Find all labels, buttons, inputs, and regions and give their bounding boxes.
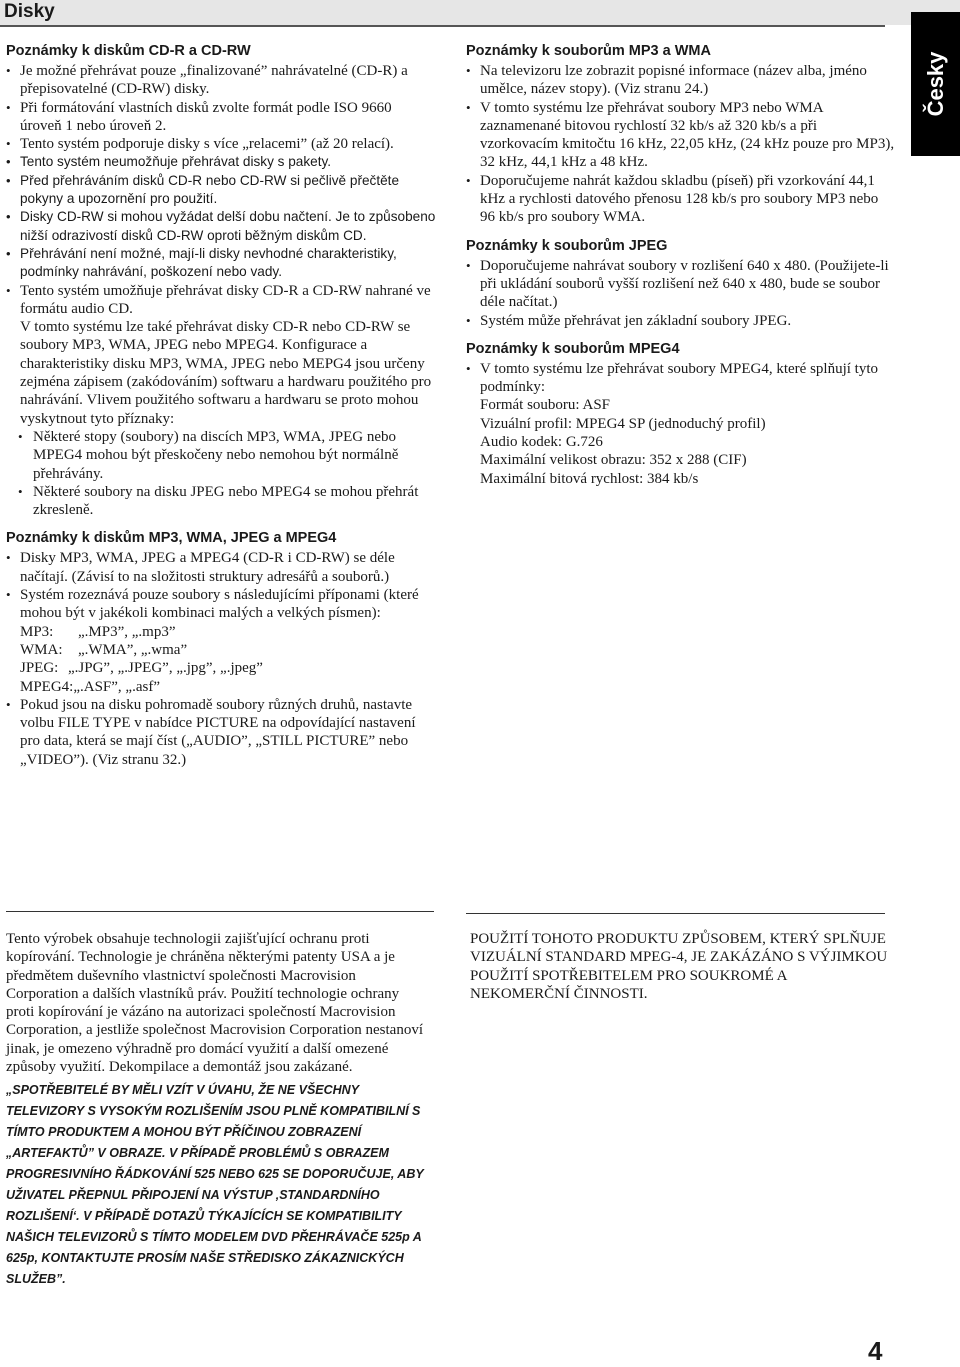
list-item: • Systém rozeznává pouze soubory s následujícími příponami (které mohou být v jakékoli kombinaci malých a velkých písmen):: [6, 586, 436, 623]
footer-left: [6, 930, 426, 1303]
jpeg-notes-list: [466, 257, 896, 330]
condition-line: Formát souboru: ASF: [480, 397, 611, 414]
list-item: • Před přehráváním disků CD-R nebo CD-RW si pečlivě přečtěte pokyny a upozornění pro použití.: [6, 172, 436, 209]
left-column: [6, 42, 436, 769]
condition-line: Vizuální profil: MPEG4 SP (jednoduchý profil): [480, 415, 766, 432]
list-item: • Některé stopy (soubory) na discích MP3, WMA, JPEG nebo MPEG4 mohou být přeskočeny nebo nemohou být normálně přehrávány.: [6, 428, 436, 483]
section-heading-cdr: Poznámky k diskům CD-R a CD-RW: [6, 43, 251, 59]
header-rule: [0, 25, 885, 27]
language-tab: [911, 12, 960, 156]
extension-label: MPEG4:: [20, 678, 74, 695]
extension-label: MP3:: [20, 623, 54, 640]
extension-row: [20, 659, 436, 677]
section-heading-jpeg: Poznámky k souborům JPEG: [466, 237, 668, 254]
extension-value: „.ASF”, „.asf”: [73, 678, 160, 695]
page-number: 4: [868, 1336, 883, 1366]
cdr-notes-list: [6, 62, 436, 318]
mpeg4-conditions: [466, 396, 896, 487]
list-item: • Je možné přehrávat pouze „finalizované” nahrávatelné (CD-R) a přepisovatelné (CD-RW) disky.: [6, 62, 436, 99]
footer-right: [470, 930, 890, 1003]
cdr-continuation-text: V tomto systému lze také přehrávat disky CD-R nebo CD-RW se soubory MP3, WMA, JPEG nebo MPEG4. Konfigurace a charakteristiky disku MP3, WMA, JPEG nebo MEPG4 jsou určeny zejména zápisem (zakódováním) softwaru a hardwaru použitého pro nahrávání. Vlivem použitého softwaru a hardwaru se proto mohou vyskytnout tyto příznaky:: [20, 319, 432, 427]
extension-value: „.WMA”, „.wma”: [78, 641, 188, 658]
right-column: [466, 42, 896, 488]
macrovision-notice: Tento výrobek obsahuje technologii zajišťující ochranu proti kopírování. Technologie je chráněna některými patenty USA a je předmětem duševního vlastnictví společnosti Macrovision Corporation a dalších vlastníků práv. Použití technologie ochrany proti kopírování je vázáno na autorizaci společností Macrovision Corporation, a jestliže společnost Macrovision Corporation nestanoví jinak, je omezeno výhradně pro domácí využití a další omezené způsoby využití. Dekompilace a demontáž jsou zakázané.: [6, 931, 423, 1076]
list-item: • Některé soubory na disku JPEG nebo MPEG4 se mohou přehrát zkresleně.: [6, 483, 436, 520]
extension-value: „.MP3”, „.mp3”: [78, 623, 176, 640]
list-item: • Systém může přehrávat jen základní soubory JPEG.: [466, 312, 896, 330]
section-heading-mp3-wma-jpeg-mpeg4: Poznámky k diskům MP3, WMA, JPEG a MPEG4: [6, 530, 337, 547]
list-item: • V tomto systému lze přehrávat soubory MPEG4, které splňují tyto podmínky:: [466, 360, 896, 397]
language-tab-label: Česky: [922, 51, 948, 117]
list-item: • Tento systém umožňuje přehrávat disky CD-R a CD-RW nahrané ve formátu audio CD.: [6, 282, 436, 319]
list-item: • Přehrávání není možné, mají-li disky nevhodné charakteristiky, podmínky nahrávání, poškození nebo vady.: [6, 245, 436, 282]
mp3-wma-notes-list: [466, 62, 896, 227]
condition-line: Audio kodek: G.726: [480, 434, 603, 451]
page-title: Disky: [4, 1, 55, 22]
disc-format-notes-list: [6, 549, 436, 622]
list-item: • Disky MP3, WMA, JPEG a MPEG4 (CD-R i CD-RW) se déle načítají. (Závisí to na složitosti struktury adresářů a souborů.): [6, 549, 436, 586]
extension-row: [20, 623, 436, 641]
list-item: • V tomto systému lze přehrávat soubory MP3 nebo WMA zaznamenané bitovou rychlostí 32 kb/s až 320 kb/s a při vzorkovacím kmitočtu 16 kHz, 22,05 kHz, (24 kHz pouze pro MP3), 32 kHz, 44,1 kHz a 48 kHz.: [466, 99, 896, 172]
section-heading-mpeg4: Poznámky k souborům MPEG4: [466, 340, 680, 357]
extension-label: JPEG:: [20, 660, 59, 677]
list-item: • Tento systém podporuje disky s více „relacemi” (až 20 relací).: [6, 135, 436, 153]
list-item: • Pokud jsou na disku pohromadě soubory různých druhů, nastavte volbu FILE TYPE v nabídce PICTURE na odpovídající nastavení pro data, která se mají číst („AUDIO”, „STILL PICTURE” nebo „VIDEO”). (Viz stranu 32.): [6, 696, 436, 769]
extension-value: „.JPG”, „.JPEG”, „.jpg”, „.jpeg”: [68, 660, 263, 677]
list-item: • Disky CD-RW si mohou vyžádat delší dobu načtení. Je to způsobeno nižší odrazivostí disků CD-RW oproti běžným diskům CD.: [6, 208, 436, 245]
footer-divider-right: [466, 913, 885, 914]
extension-row: [20, 678, 436, 696]
footer-divider-left: [6, 911, 434, 912]
extension-label: WMA:: [20, 641, 63, 658]
list-item: • Tento systém neumožňuje přehrávat disky s pakety.: [6, 153, 436, 171]
page-header-bar: [0, 0, 960, 25]
mpeg4-license-notice: POUŽITÍ TOHOTO PRODUKTU ZPŮSOBEM, KTERÝ SPLŇUJE VIZUÁLNÍ STANDARD MPEG-4, JE ZAKÁZÁNO S VÝJIMKOU POUŽITÍ SPOTŘEBITELEM PRO SOUKROMÉ A NEKOMERČNÍ ČINNOSTI.: [470, 931, 888, 1002]
cdr-symptoms-list: [6, 428, 436, 519]
hd-compatibility-warning: „SPOTŘEBITELÉ BY MĚLI VZÍT V ÚVAHU, ŽE NE VŠECHNY TELEVIZORY S VYSOKÝM ROZLIŠENÍM JSOU PLNĚ KOMPATIBILNÍ S TÍMTO PRODUKTEM A MOHOU BÝT PŘÍČINOU ZOBRAZENÍ „ARTEFAKTŮ” V OBRAZE. V PŘÍPADĚ PROBLÉMŮ S OBRAZEM PROGRESIVNÍHO ŘÁDKOVÁNÍ 525 NEBO 625 SE DOPORUČUJE, ABY UŽIVATEL PŘEPNUL PŘIPOJENÍ NA VÝSTUP ‚STANDARDNÍHO ROZLIŠENÍ‘. V PŘÍPADĚ DOTAZŮ TÝKAJÍCÍCH SE KOMPATIBILITY NAŠICH TELEVIZORŮ S TÍMTO MODELEM DVD PŘEHRÁVAČE 525p A 625p, KONTAKTUJTE PROSÍM NAŠE STŘEDISKO ZÁKAZNICKÝCH SLUŽEB”.: [6, 1083, 424, 1287]
extension-row: [20, 641, 436, 659]
condition-line: Maximální bitová rychlost: 384 kb/s: [480, 470, 699, 487]
list-item: • Při formátování vlastních disků zvolte formát podle ISO 9660 úroveň 1 nebo úroveň 2.: [6, 99, 436, 136]
disc-format-notes-list-2: [6, 696, 436, 769]
condition-line: Maximální velikost obrazu: 352 x 288 (CIF): [480, 452, 747, 469]
extension-table: [6, 623, 436, 696]
mpeg4-notes-list: [466, 360, 896, 397]
list-item: • Doporučujeme nahrávat soubory v rozlišení 640 x 480. (Použijete-li při ukládání souborů vyšší rozlišení než 640 x 480, bude se soubor déle načítat.): [466, 257, 896, 312]
list-item: • Doporučujeme nahrát každou skladbu (píseň) při vzorkování 44,1 kHz a rychlosti datového přenosu 128 kb/s pro soubory MP3 nebo 96 kb/s pro soubory WMA.: [466, 172, 896, 227]
list-item: • Na televizoru lze zobrazit popisné informace (název alba, jméno umělce, název stopy). (Viz stranu 24.): [466, 62, 896, 99]
section-heading-mp3-wma: Poznámky k souborům MP3 a WMA: [466, 43, 711, 59]
